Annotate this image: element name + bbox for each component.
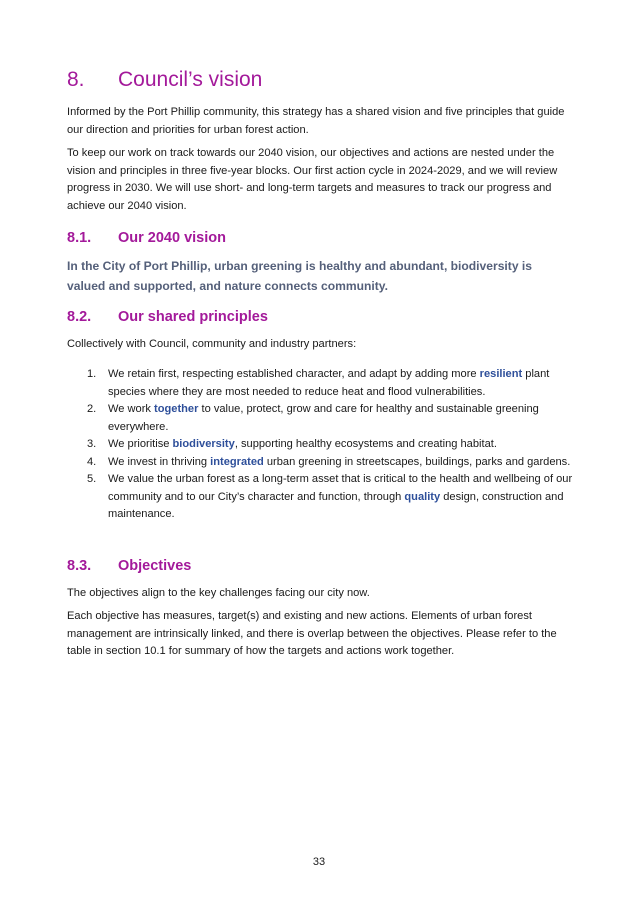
principle-number: 4.	[87, 455, 97, 468]
principle-number: 5.	[87, 473, 97, 485]
principle-text: urban greening in streetscapes, buildings, parks and gardens.	[263, 455, 571, 468]
principle-number: 3.	[87, 438, 97, 450]
principle-keyword: resilient	[479, 368, 523, 380]
principle-text: design, construction and maintenance.	[108, 490, 564, 520]
principle-text: , supporting healthy ecosystems and creating habitat.	[234, 438, 497, 450]
principle-item	[67, 454, 573, 472]
vision-title: Our 2040 vision	[118, 230, 226, 246]
objectives-paragraph-1: The objectives align to the key challenges facing our city now.	[67, 587, 370, 599]
principle-item	[67, 401, 573, 436]
principle-text: plant species where they are most needed to reduce heat and flood vulnerabilities.	[108, 368, 550, 398]
principle-keyword: together	[154, 403, 199, 415]
objectives-number: 8.3.	[67, 558, 92, 574]
intro-paragraph-2: To keep our work on track towards our 2040 vision, our objectives and actions are nested under the vision and principles in three five-year blocks. Our first action cycle in 2024-2029, and we will review progress in 2030. We will use short- and long-term targets and measures to track our progress and achieve our 2040 vision.	[67, 147, 558, 213]
principles-heading	[67, 307, 268, 327]
principle-number: 1.	[87, 368, 97, 380]
principle-item	[67, 436, 573, 454]
principles-lead: Collectively with Council, community and industry partners:	[67, 338, 357, 350]
vision-number: 8.1.	[67, 230, 92, 246]
principle-text: We value the urban forest as a long-term asset that is critical to the health and wellbeing of our community and to our City’s character and function, through	[108, 473, 573, 503]
objectives-heading	[67, 556, 191, 576]
principle-item	[67, 471, 573, 524]
principle-text: We prioritise	[108, 438, 173, 450]
principle-text: We work	[108, 403, 155, 415]
principle-item	[67, 366, 573, 401]
principle-keyword: biodiversity	[172, 438, 235, 450]
vision-heading	[67, 228, 226, 248]
principle-text: We retain first, respecting established character, and adapt by adding more	[108, 368, 480, 380]
principles-number: 8.2.	[67, 309, 92, 325]
principle-text: to value, protect, grow and care for healthy and sustainable greening everywhere.	[108, 403, 539, 433]
vision-statement: In the City of Port Phillip, urban greening is healthy and abundant, biodiversity is valued and supported, and nature connects community.	[67, 259, 532, 293]
objectives-title: Objectives	[118, 558, 192, 574]
principles-list	[67, 366, 573, 524]
principle-text: We invest in thriving	[108, 455, 211, 468]
section-heading	[67, 66, 262, 94]
principle-keyword: integrated	[210, 455, 264, 468]
objectives-paragraph-2: Each objective has measures, target(s) and existing and new actions. Elements of urban forest management are intrinsically linked, and there is overlap between the objectives. Please refer to the table in section 10.1 for summary of how the targets and actions work together.	[67, 610, 557, 658]
principles-title: Our shared principles	[118, 309, 268, 325]
principle-keyword: quality	[404, 490, 441, 503]
intro-paragraph-1: Informed by the Port Phillip community, this strategy has a shared vision and five principles that guide our direction and priorities for urban forest action.	[67, 106, 565, 136]
principle-number: 2.	[87, 403, 97, 415]
section-number: 8.	[67, 68, 85, 91]
page-number: 33	[312, 856, 326, 868]
section-title: Council’s vision	[118, 68, 263, 91]
